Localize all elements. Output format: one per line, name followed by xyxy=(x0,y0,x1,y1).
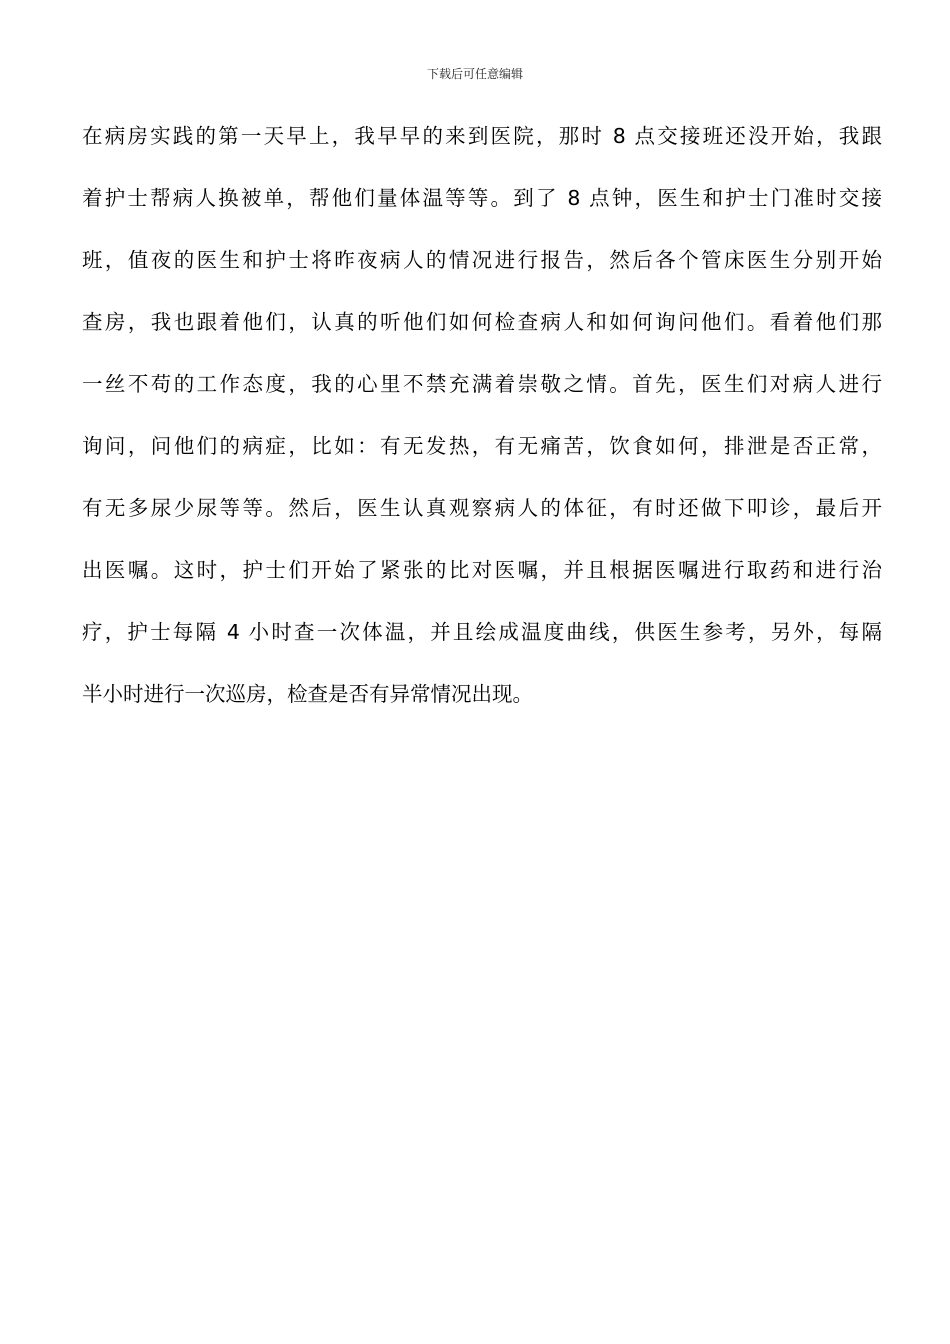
body-line-7: 有无多尿少尿等等。然后，医生认真观察病人的体征，有时还做下叩诊，最后开 xyxy=(82,496,882,520)
page-header: 下载后可任意编辑 xyxy=(426,67,523,81)
body-line-3: 班，值夜的医生和护士将昨夜病人的情况进行报告，然后各个管床医生分别开始 xyxy=(82,248,882,272)
body-line-10: 半小时进行一次巡房，检查是否有异常情况出现。 xyxy=(82,682,533,706)
body-line-4: 查房，我也跟着他们，认真的听他们如何检查病人和如何询问他们。看着他们那 xyxy=(82,310,882,334)
body-line-2: 着护士帮病人换被单，帮他们量体温等等。到了 8 点钟，医生和护士门准时交接 xyxy=(82,186,882,210)
body-text xyxy=(82,118,882,738)
body-line-5: 一丝不苟的工作态度，我的心里不禁充满着崇敬之情。首先，医生们对病人进行 xyxy=(82,372,882,396)
body-line-6: 询问，问他们的病症，比如：有无发热，有无痛苦，饮食如何，排泄是否正常， xyxy=(82,434,882,458)
body-line-8: 出医嘱。这时，护士们开始了紧张的比对医嘱，并且根据医嘱进行取药和进行治 xyxy=(82,558,882,582)
body-line-9: 疗，护士每隔 4 小时查一次体温，并且绘成温度曲线，供医生参考，另外，每隔 xyxy=(82,620,882,644)
body-line-1: 在病房实践的第一天早上，我早早的来到医院，那时 8 点交接班还没开始，我跟 xyxy=(82,124,882,148)
